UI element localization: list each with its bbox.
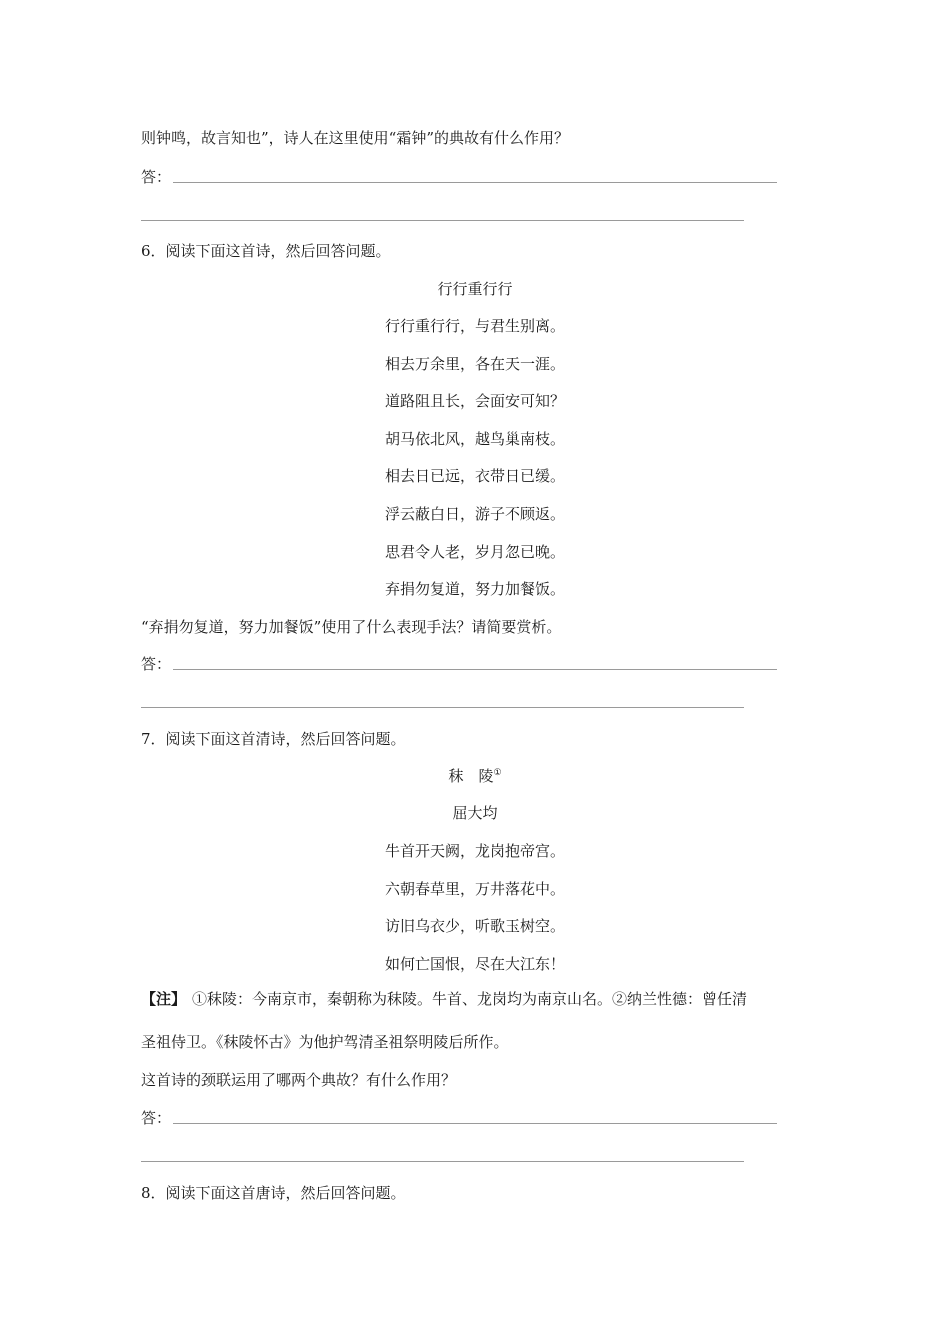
q6-poem-line: 胡马依北风，越鸟巢南枝。 (384, 429, 565, 448)
q6-heading: 6．阅读下面这首诗，然后回答问题。 (141, 242, 391, 260)
q7-note-text-2: 圣祖侍卫。《秣陵怀古》为他护驾清圣祖祭明陵后所作。 (141, 1033, 509, 1051)
q7-note-label: 【注】 (141, 990, 187, 1008)
q7-title-footnote-mark: ① (493, 768, 502, 778)
q5-answer-label: 答： (141, 168, 172, 186)
q7-poem-line: 六朝春草里，万井落花中。 (384, 879, 565, 898)
q7-note (141, 989, 747, 1009)
q5-answer-line-2[interactable] (141, 220, 744, 221)
q7-answer-label: 答： (141, 1109, 172, 1127)
q7-poem-line: 访旧乌衣少，听歌玉树空。 (384, 917, 565, 936)
q7-answer-line-1[interactable] (173, 1123, 777, 1124)
q7-poem-line: 牛首开天阙，龙岗抱帝宫。 (384, 842, 565, 860)
q6-poem-line: 思君令人老，岁月忽已晚。 (384, 542, 565, 561)
q6-poem-line: 道路阻且长，会面安可知？ (384, 392, 565, 411)
q6-poem-line: 相去万余里，各在天一涯。 (384, 354, 565, 373)
q6-poem-line: 浮云蔽白日，游子不顾返。 (384, 505, 565, 523)
q7-note-text-1: ①秣陵：今南京市，秦朝称为秣陵。牛首、龙岗均为南京山名。②纳兰性德：曾任清 (192, 990, 748, 1008)
q6-answer-label: 答： (141, 655, 172, 673)
q6-poem-line: 行行重行行，与君生别离。 (384, 317, 565, 335)
q6-poem-line: 弃捐勿复道，努力加餐饭。 (384, 580, 565, 599)
q6-answer-line-2[interactable] (141, 707, 744, 708)
q7-poem-line: 如何亡国恨，尽在大江东！ (384, 954, 565, 973)
q7-question: 这首诗的颈联运用了哪两个典故？有什么作用？ (141, 1071, 457, 1089)
q7-poem-author: 屈大均 (452, 804, 498, 822)
q7-answer-line-2[interactable] (141, 1161, 744, 1162)
q7-poem-title: 秣 陵① (448, 767, 502, 785)
q6-answer-line-1[interactable] (173, 669, 777, 670)
q7-heading: 7．阅读下面这首清诗，然后回答问题。 (141, 730, 406, 748)
q5-answer-line-1[interactable] (173, 182, 777, 183)
q6-poem-title: 行行重行行 (437, 280, 513, 298)
q5-stem-tail: 则钟鸣，故言知也”，诗人在这里使用“霜钟”的典故有什么作用？ (141, 129, 570, 147)
q6-poem-line: 相去日已远，衣带日已缓。 (384, 467, 565, 486)
q8-heading: 8．阅读下面这首唐诗，然后回答问题。 (141, 1184, 406, 1202)
q6-question: “弃捐勿复道，努力加餐饭”使用了什么表现手法？请简要赏析。 (141, 618, 562, 636)
